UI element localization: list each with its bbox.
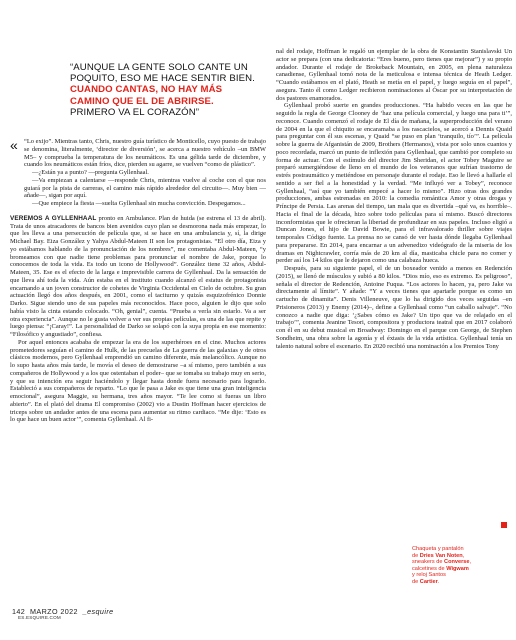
caption-line: de Dries Van Noten, bbox=[412, 552, 465, 559]
section-lead-in: VEREMOS A GYLLENHAAL bbox=[10, 214, 97, 222]
caption-text: de bbox=[412, 552, 420, 559]
article-section bbox=[10, 215, 266, 424]
caption-brand: Cartier bbox=[419, 578, 438, 585]
pull-quote-line1: “AUNQUE LA GENTE SOLO CANTE UN POQUITO, ESO ME HACE SENTIR BIEN. bbox=[70, 62, 255, 85]
dialogue-line: —¿Están ya a punto? —pregunta Gyllenhaal. bbox=[32, 169, 149, 177]
photo-caption bbox=[412, 546, 490, 586]
caption-line: Chaqueta y pantalón bbox=[412, 546, 464, 552]
caption-line bbox=[412, 566, 490, 573]
dialogue-line: —Va empiezan a calentarse —responde Chris, mientras vuelve al coche con el que nos guiará por la pista de carreras, el camino más rápido alrededor del circuito—. Muy bien —añade—, sigan por aquí. bbox=[24, 176, 266, 200]
paragraph: Después, para su siguiente papel, el de un boxeador venido a menos en Redención (2015), se llenó de músculos y subió a 80 kilos. “Dios mío, eso es extremo. Es peligroso”, señala el director de Redención, Antoine Fuqua. “Los actores lo hacen, ya, pero Jake va directamente al límite”. Y añade: “Y a veces tienes que apartarle porque es como un cartucho de dinamita”. Denis Villeneuve, que lo ha dirigido dos veces seguidas –en Prisioneros (2013) y Enemy (2014)–, define a Gyllenhaal como “un caballo salvaje”. “No conozco a nadie que diga: ‘¿Sabes cómo es Jake? Un tipo que va de relajado en el trabajo’”, comenta Jeanine Tesori, compositora y productora teatral que en 2017 colaboró con él en su debut musical en Broadway: Domingo en el parque con George, de Stephen Sondheim, una obra sobre la agonía y el éxtasis de la vida artística. Gyllenhaal tenía un talento natural sobre el escenario. En 2020 recibió una nominación a los Premios Tony bbox=[276, 265, 512, 350]
caption-brand: Converse bbox=[444, 559, 470, 566]
section-text: pronto en Ambulance. Plan de huida (se estrena el 13 de abril). Trata de unos atracadores de bancos bien avenidos cuyo plan se desmorona nada más empezar, lo que les lleva a una persecución de película que, si se hace en una ambulancia y, sí, la dirige Michael Bay. Eiza González y Yahya Abdul-Mateen II son los protagonistas. “El otro día, Eiza y yo estábamos hablando de la pronunciación de los nombres”, me comentaba Abdul-Mateen, “y bromeamos con que nadie tiene problemas para pronunciar el nombre de Jake, porque lo conocemos de toda la vida. Es todo un icono de Hollywood”. González tiene 32 años, Abdul-Mateen, 35. Ese es el efecto de la larga e imprevisible carrera de Gyllenhaal. Da la sensación de que lleva ahí toda la vida. Aún estaba en el instituto cuando alcanzó el estatus de protagonista encarnando a un joven constructor de cohetes de Virginia Occidental en Cielo de octubre. Su gran actuación llegó dos años después, en 2001, como el taciturno y quizás esquizofrénico Donnie Darko. Sigue siendo uno de sus papeles más reconocidos. Hace poco, alguien le dijo que solo había visto la cinta estando colocado. “Oh, genial”, cuenta. “Prueba a verla sin estarlo. Va a ser otra experiencia”. Aunque no le gusta volver a ver sus propias películas, es una de las que repite y luego piensa: “¡Caray!”. La personalidad de Darko se solapó con la suya propia en ese momento: “Filosófico y angustiado”, confiesa. bbox=[10, 214, 266, 339]
paragraph: nal del rodaje, Hoffman le regaló un ejemplar de la obra de Konstantin Stanislavski Un actor se prepara (con una dedicatoria: “Eres bueno, pero tienes que mejorar”) y su propio andador. Durante el rodaje de Brokeback Mountain, en 2005, en plena naturaleza canadiense, Gyllenhaal tomó nota de la meticulosa e intensa técnica de Heath Ledger. “Cuando estábamos en el plató, Heath se metía en el papel, y luego seguía en el papel”, asegura. Tanto él como Ledger recibieron nominaciones al Óscar por su interpretación de dos pastores enamorados. bbox=[276, 48, 512, 102]
paragraph: Por aquel entonces acababa de empezar la era de los superhéroes en el cine. Muchos actores prometedores seguían el camino de Hulk, de las precuelas de La guerra de las galaxias y de otros clásicos modernos, pero Gyllenhaal emprendió un camino diferente, más melancólico. Aunque no lo supo hasta años más tarde, le movía el deseo de demostrarse –a sí mismo, pero también a sus compañeros de Hollywood y a los que ostentaban el poder– que se tomaba su trabajo muy en serio, y que su intención era seguir haciéndolo y llegar hasta donde fuera necesario para lograrlo. Estableció a sus compañeros de reparto. “Lo que le pasa a Jake es que tiene una gran inteligencia emocional”, asegura Maggie, su hermana, tres años mayor. “Te lee como si fueras un libro abierto”. En el plató del drama El compromiso (2002) vio a Dustin Hoffman hacer ejercicios de triceps sobre un andador antes de una escena para aumentar su ritmo cardiaco. “Me dije: ‘Esto es lo que hace un buen actor’”, comenta Gyllenhaal. Al fi- bbox=[10, 338, 266, 424]
article-body-left bbox=[10, 138, 266, 208]
section-paragraph bbox=[10, 215, 266, 339]
open-quote-icon: « bbox=[10, 137, 18, 154]
caption-text: calcetines de bbox=[412, 565, 447, 572]
caption-brand: Dries Van Noten bbox=[419, 552, 463, 559]
pull-quote bbox=[70, 62, 260, 118]
footer-url: ES.ESQUIRE.COM bbox=[18, 615, 61, 620]
caption-line: y reloj Santos bbox=[412, 572, 446, 579]
pull-quote-highlight: CUANDO CANTAS, NO HAY MÁS CAMINO QUE EL DE ABRIRSE. bbox=[70, 84, 223, 107]
caption-text: de bbox=[412, 578, 420, 585]
right-column bbox=[276, 48, 512, 350]
caption-brand: Wigwam bbox=[446, 565, 469, 572]
pull-quote-line3: PRIMERO VA EL CORAZÓN” bbox=[70, 106, 200, 118]
caption-line: sneakers de Converse, bbox=[412, 559, 472, 566]
paragraph: “Lo exijo”. Mientras tanto, Chris, nuestro guía turístico de Monticello, cuyo puesto de trabajo se denomina, literalmente, ‘director de diversión’, se acerca a nuestro vehículo –un BMW M5– y comprueba la temperatura de los neumáticos. Es una gélida tarde de diciembre, y cuando los neumáticos están fríos, dice, pierden su agarre, se vuelven “como de plástico”. bbox=[24, 138, 266, 169]
paragraph: Gyllenhaal probó suerte en grandes producciones. “Ha habido veces en las que he seguido la regla de George Clooney de ‘haz una película comercial, y luego una para ti’”, reconoce. Cuando comenzó el rodaje de El día de mañana, la superproducción del verano de 2004 en la que el chiquito se encaramaba a los rascacielos, se acercó a Dennis Quaid para preguntar con él sus escenas, y Quaid “se puso en plan ‘tranquilo, tío’”. La película sobre la guerra de Afganistán de 2009, Brothers (Hermanos), vista por solo unos cuantos y poco recordada, marcó un punto de inflexión para Gyllenhaal, que cambió por completo su forma de actuar. Con el estímulo del director Jim Sheridan, el actor Tobey Maguire se preparó sumergiéndose de lleno en el mundo de los veteranos que sufrían trastorno de estrés postraumático y metiéndose en personaje durante el rodaje. Eso le llevó a hallarle el sentido a ser fiel a la honestidad y la verdad. “Me influyó ver a Tobey”, reconoce Gyllenhaal, “así que yo también empecé a hacer lo mismo”. Hizo otras dos grandes producciones, ambas estrenadas en 2010: la comedia romántica Amor y otras drogas y Príncipe de Persia. Las arenas del tiempo, tan mala que es divertida –qué va, es horrible–. Hacia el final de la década, hizo sobre todo películas para sí mismo. Buscó directores inconformistas que le ofrecieran la libertad de profundizar en sus papeles. Incluso eligió a Duncan Jones, el hijo de David Bowie, para el infravalorado thriller sobre viajes temporales Código fuente. La prensa no se cansó de ver hasta dónde llegaba Gyllenhaal para prepararse. En 2014, para encarnar a un advenedizo videógrafo de la miseria de los dramas en Nightcrawler, corría más de 20 km al día, masticaba chicle para no comer y perder así los 14 kilos que le dejaron como una calabaza hueca. bbox=[276, 102, 512, 265]
dialogue-line: —Que empiece la fiesta —suelta Gyllenhaal sin mucha convicción. Despegamos... bbox=[32, 200, 246, 208]
left-column bbox=[10, 62, 266, 424]
issue-date: MARZO 2022 bbox=[30, 607, 78, 616]
magazine-name: _esquire bbox=[82, 607, 114, 616]
page-number: 142 bbox=[12, 607, 26, 616]
caption-line: de Cartier. bbox=[412, 578, 440, 585]
caption-text: sneakers de bbox=[412, 559, 445, 566]
end-mark-icon bbox=[501, 522, 507, 528]
